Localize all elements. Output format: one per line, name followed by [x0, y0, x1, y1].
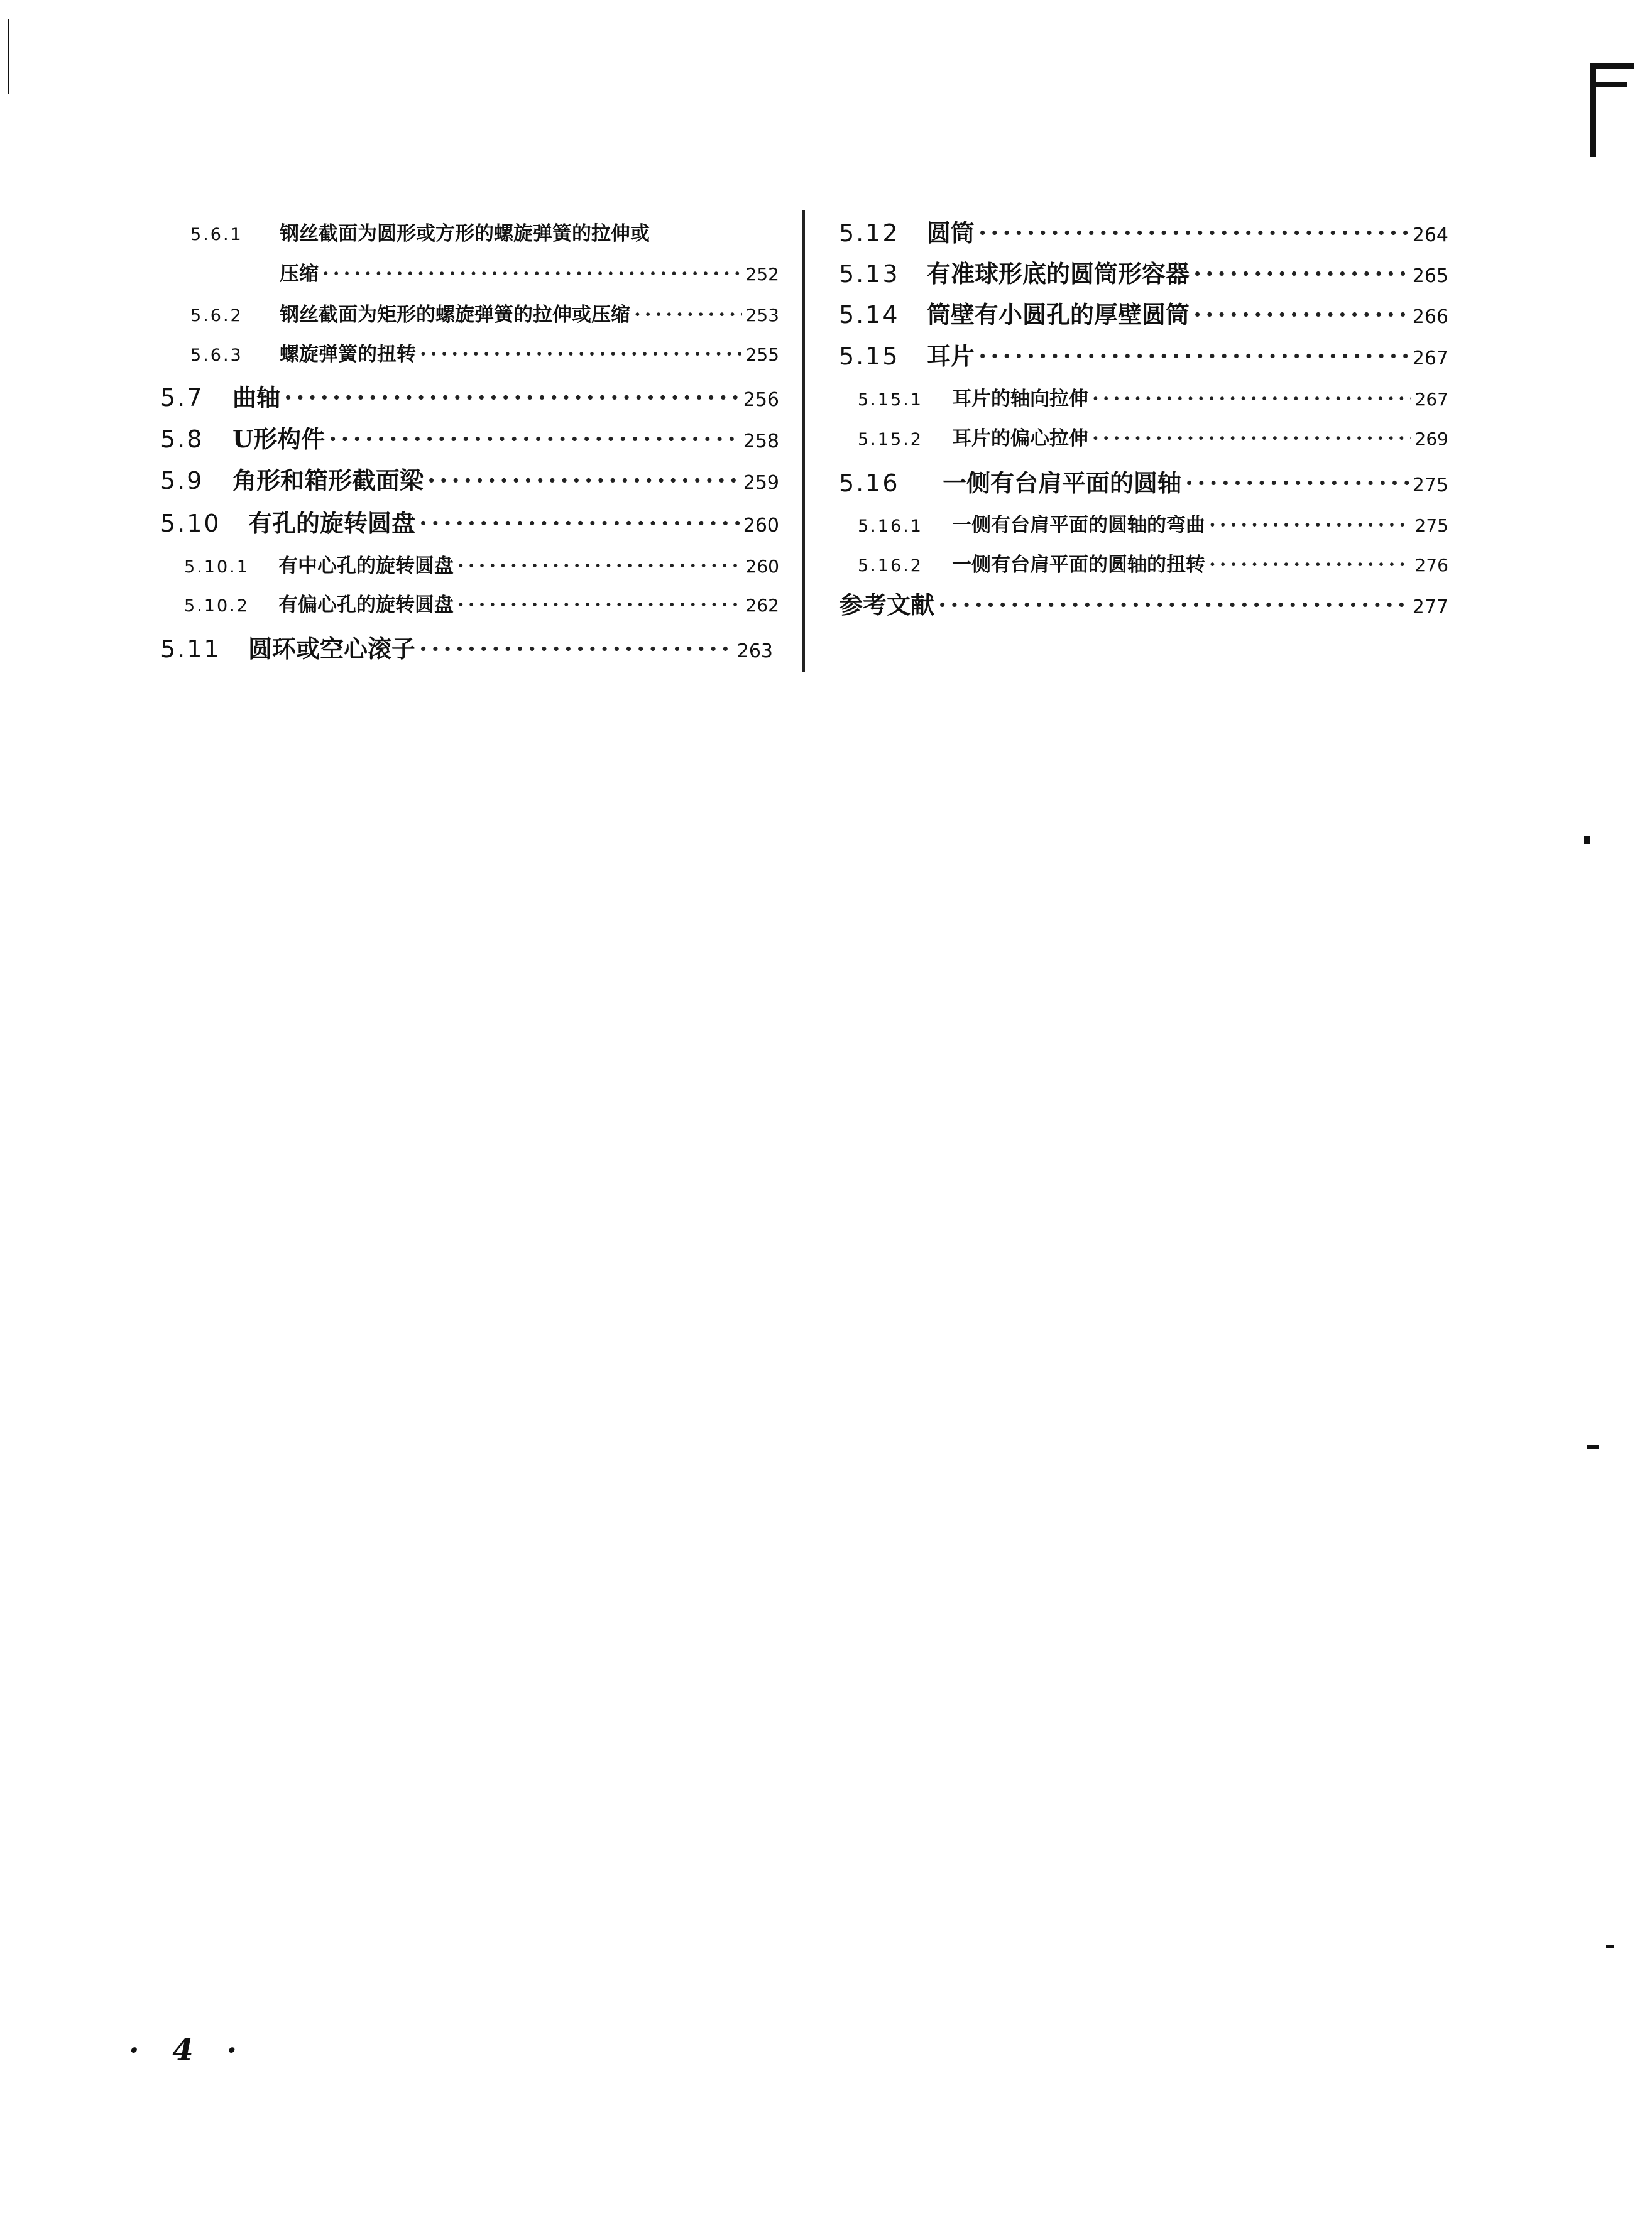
- toc-page-number: 277: [1412, 596, 1448, 618]
- toc-entry-5-10-2[interactable]: [184, 589, 779, 617]
- toc-number: 5.6.1: [190, 225, 243, 244]
- toc-page-number: 258: [743, 430, 779, 452]
- toc-page-number: 263: [736, 640, 773, 662]
- toc-page-number: 264: [1412, 224, 1448, 246]
- toc-entry-5-10-1[interactable]: [184, 550, 779, 578]
- toc-page-number: 265: [1412, 265, 1448, 287]
- toc-number: 5.13: [839, 260, 900, 288]
- toc-leader: [419, 509, 740, 537]
- toc-page-number: 262: [745, 595, 779, 616]
- toc-title: 圆筒: [927, 219, 975, 247]
- toc-page-number: 276: [1414, 555, 1448, 576]
- toc-title: 耳片: [927, 342, 975, 370]
- toc-leader: [978, 342, 1409, 370]
- toc-title: 一侧有台肩平面的圆轴: [943, 469, 1182, 497]
- scan-artifact: [1596, 63, 1634, 69]
- toc-page-number: 256: [743, 389, 779, 411]
- toc-leader: [329, 425, 740, 453]
- toc-title: U形构件: [232, 425, 325, 453]
- toc-page-number: 275: [1412, 474, 1448, 496]
- toc-entry-5-8[interactable]: [160, 420, 779, 454]
- toc-page-number: 253: [745, 305, 779, 325]
- toc-number: 5.9: [160, 467, 204, 494]
- toc-number: 5.11: [160, 635, 221, 663]
- toc-title: 钢丝截面为矩形的螺旋弹簧的拉伸或压缩: [280, 303, 630, 326]
- toc-title: 有准球形底的圆筒形容器: [927, 260, 1190, 288]
- toc-leader: [284, 383, 740, 412]
- toc-leader: [420, 343, 742, 366]
- scan-artifact: [1584, 836, 1590, 844]
- toc-leader: [427, 466, 740, 494]
- toc-number: 5.14: [839, 301, 900, 329]
- toc-number: 5.10.1: [184, 557, 249, 577]
- toc-page-number: 260: [745, 556, 779, 577]
- toc-number: 5.16: [839, 469, 900, 497]
- toc-number: 5.7: [160, 384, 204, 412]
- toc-number: 5.10: [160, 510, 221, 537]
- toc-leader: [1193, 260, 1409, 288]
- scan-artifact: [8, 19, 9, 94]
- toc-page-number: 259: [743, 472, 779, 494]
- toc-number: 5.6.3: [190, 346, 243, 365]
- toc-leader: [457, 594, 742, 616]
- toc-title: 耳片的偏心拉伸: [952, 427, 1088, 450]
- toc-leader: [1209, 554, 1411, 576]
- toc-entry-5-6-2[interactable]: [190, 298, 779, 327]
- scan-artifact: [1590, 63, 1596, 157]
- toc-entry-5-15-2[interactable]: [858, 422, 1448, 451]
- scan-artifact: [1587, 1445, 1599, 1449]
- toc-title: 筒壁有小圆孔的厚壁圆筒: [927, 300, 1190, 329]
- toc-entry-5-12[interactable]: [839, 214, 1448, 248]
- toc-leader: [938, 591, 1409, 619]
- toc-title: 曲轴: [232, 383, 281, 412]
- toc-title: 一侧有台肩平面的圆轴的扭转: [952, 554, 1205, 576]
- toc-number: 5.10.2: [184, 596, 249, 616]
- toc-number: 5.15.1: [858, 390, 923, 410]
- scan-artifact: [1606, 1945, 1614, 1948]
- toc-title: 耳片的轴向拉伸: [952, 388, 1088, 410]
- toc-number: 5.15: [839, 342, 900, 370]
- toc-entry-5-15[interactable]: [839, 337, 1448, 371]
- toc-page-number: 255: [745, 344, 779, 365]
- toc-title: 有中心孔的旋转圆盘: [278, 555, 454, 577]
- toc-title: 螺旋弹簧的扭转: [280, 343, 416, 366]
- column-divider: [802, 210, 805, 672]
- toc-entry-5-16[interactable]: [839, 464, 1448, 498]
- toc-page-number: 267: [1412, 347, 1448, 369]
- scan-artifact: [1596, 82, 1627, 87]
- page-number-folio: · 4 ·: [129, 2033, 249, 2068]
- toc-page-number: 266: [1412, 306, 1448, 328]
- toc-entry-5-6-3[interactable]: [190, 338, 779, 366]
- toc-entry-5-13[interactable]: [839, 254, 1448, 289]
- toc-entry-5-6-1[interactable]: [190, 217, 779, 246]
- toc-leader: [1092, 388, 1411, 410]
- toc-number: 5.16.2: [858, 556, 923, 576]
- toc-leader: [1193, 300, 1409, 329]
- toc-leader: [1209, 514, 1411, 537]
- toc-leader: [634, 303, 742, 326]
- toc-title: 圆环或空心滚子: [248, 635, 416, 663]
- toc-entry-5-10[interactable]: [160, 504, 779, 538]
- toc-entry-5-16-2[interactable]: [858, 549, 1448, 577]
- toc-title: 压缩: [280, 263, 319, 285]
- toc-number: 5.8: [160, 425, 204, 453]
- toc-title: 有偏心孔的旋转圆盘: [278, 594, 454, 616]
- toc-leader: [322, 263, 742, 285]
- toc-number: 5.16.1: [858, 516, 923, 536]
- toc-page-number: 252: [745, 264, 779, 285]
- toc-entry-5-14[interactable]: [839, 295, 1448, 330]
- toc-number: 5.12: [839, 219, 900, 247]
- toc-leader: [1185, 469, 1409, 497]
- toc-leader: [978, 219, 1409, 247]
- toc-title: 钢丝截面为圆形或方形的螺旋弹簧的拉伸或: [280, 222, 650, 245]
- toc-entry-5-9[interactable]: [160, 461, 779, 496]
- toc-number: 5.15.2: [858, 430, 923, 449]
- toc-entry-5-16-1[interactable]: [858, 509, 1448, 537]
- toc-page-number: 267: [1414, 389, 1448, 410]
- toc-entry-5-11[interactable]: [160, 630, 773, 664]
- toc-leader: [457, 555, 742, 577]
- toc-title: 一侧有台肩平面的圆轴的弯曲: [952, 514, 1205, 537]
- toc-page-number: 260: [743, 515, 779, 537]
- toc-title: 角形和箱形截面梁: [232, 466, 424, 494]
- toc-page-number: 269: [1414, 429, 1448, 449]
- toc-entry-5-15-1[interactable]: [858, 383, 1448, 411]
- toc-page-number: 275: [1414, 515, 1448, 536]
- toc-entry-5-7[interactable]: [160, 378, 779, 413]
- toc-number: 5.6.2: [190, 306, 243, 325]
- toc-title: 参考文献: [839, 591, 935, 619]
- toc-leader: [1092, 427, 1411, 450]
- toc-leader: [419, 635, 733, 663]
- toc-entry-references[interactable]: [839, 586, 1448, 620]
- toc-title: 有孔的旋转圆盘: [248, 509, 416, 537]
- toc-entry-5-6-1-cont[interactable]: [280, 258, 779, 286]
